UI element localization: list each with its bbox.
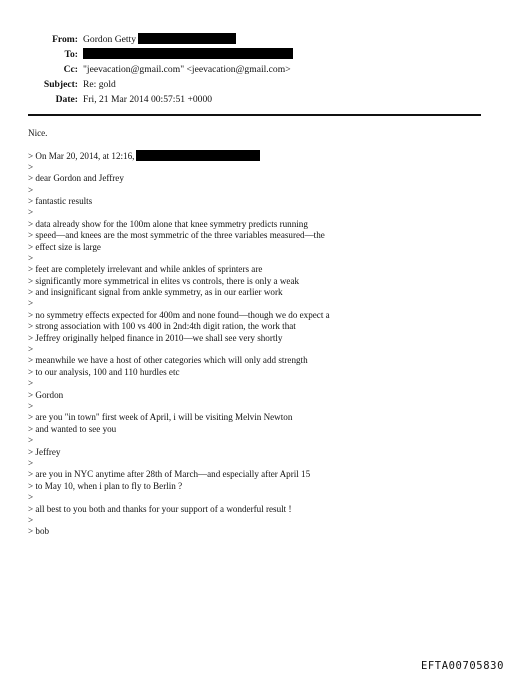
quoted-line: > all best to you both and thanks for your support of a wonderful result ! [28, 503, 292, 514]
quoted-line: > bob [28, 526, 50, 537]
quoted-line: > [28, 400, 34, 411]
email-header [0, 32, 512, 107]
to-value [83, 47, 293, 62]
quoted-line: > meanwhile we have a host of other categories which will only add strength [28, 355, 308, 366]
subject-label: Subject: [43, 79, 78, 90]
redaction-bar [83, 48, 293, 59]
quoted-line: > to our analysis, 100 and 110 hurdles etc [28, 366, 180, 377]
document-id: EFTA00705830 [420, 660, 504, 672]
quoted-line: > [28, 184, 34, 195]
header-divider [28, 114, 481, 116]
quoted-line: > and insignificant signal from ankle symmetry, as in our earlier work [28, 287, 283, 298]
date-row [0, 92, 512, 107]
quoted-line: > [28, 207, 34, 218]
quote-intro-text: > On Mar 20, 2014, at 12:16, [28, 151, 135, 162]
quoted-line: > are you in NYC anytime after 28th of March—and especially after April 15 [28, 469, 311, 480]
quoted-line: > feet are completely irrelevant and while ankles of sprinters are [28, 264, 263, 275]
quoted-line: > Gordon [28, 389, 64, 400]
quoted-line: > and wanted to see you [28, 423, 117, 434]
quoted-line: > data already show for the 100m alone that knee symmetry predicts running [28, 218, 308, 229]
email-body [28, 128, 488, 538]
quoted-line: > speed—and knees are the most symmetric of the three variables measured—the [28, 230, 325, 241]
quoted-line: > are you "in town" first week of April, i will be visiting Melvin Newton [28, 412, 293, 423]
quoted-line: > to May 10, when i plan to fly to Berlin ? [28, 480, 183, 491]
quoted-line: > [28, 298, 34, 309]
date-value: Fri, 21 Mar 2014 00:57:51 +0000 [83, 94, 213, 105]
cc-value: "jeevacation@gmail.com" <jeevacation@gmail.com> [83, 64, 291, 75]
quoted-message [28, 162, 488, 538]
opening-line: Nice. [28, 128, 48, 138]
quoted-line: > [28, 344, 34, 355]
date-label: Date: [55, 94, 78, 105]
to-label: To: [64, 49, 78, 60]
from-name: Gordon Getty [83, 34, 137, 45]
quoted-line: > [28, 252, 34, 263]
quoted-line: > [28, 435, 34, 446]
quoted-line: > Jeffrey originally helped finance in 2010—we shall see very shortly [28, 332, 283, 343]
quoted-line: > significantly more symmetrical in elites vs controls, there is only a weak [28, 275, 300, 286]
quoted-line: > effect size is large [28, 241, 101, 252]
quoted-line: > no symmetry effects expected for 400m and none found—though we do expect a [28, 309, 330, 320]
quoted-line: > dear Gordon and Jeffrey [28, 173, 124, 184]
quoted-line: > [28, 514, 34, 525]
cc-row [0, 62, 512, 77]
from-label: From: [52, 34, 78, 45]
quoted-line: > fantastic results [28, 195, 93, 206]
subject-value: Re: gold [83, 79, 116, 90]
quoted-line: > [28, 492, 34, 503]
quote-intro-line [28, 150, 488, 161]
from-value [83, 32, 236, 47]
to-row [0, 47, 512, 62]
quoted-line: > [28, 457, 34, 468]
quoted-line: > [28, 161, 34, 172]
quoted-line: > strong association with 100 vs 400 in 2nd:4th digit ration, the work that [28, 321, 296, 332]
redaction-bar [136, 150, 260, 161]
quoted-line: > Jeffrey [28, 446, 61, 457]
from-row [0, 32, 512, 47]
redaction-bar [138, 33, 236, 44]
subject-row [0, 77, 512, 92]
cc-label: Cc: [63, 64, 78, 75]
quoted-line: > [28, 378, 34, 389]
